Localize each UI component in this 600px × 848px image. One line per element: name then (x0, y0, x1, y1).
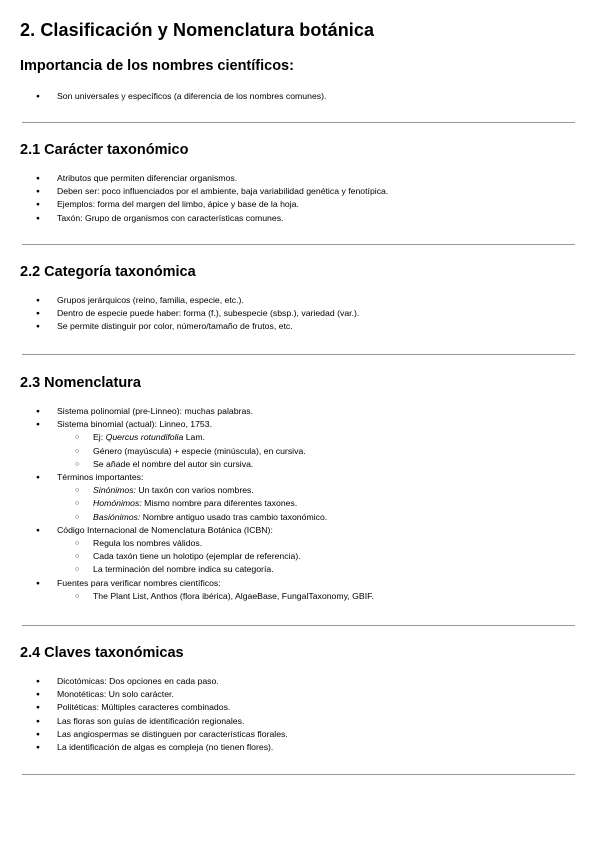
list-item: ● Sistema binomial (actual): Linneo, 1753. (36, 418, 576, 431)
list-item: ● Las angiospermas se distinguen por características florales. (36, 728, 576, 741)
sub-list-item: ○ Regula los nombres válidos. (36, 537, 576, 550)
list-item: ● Deben ser: poco influenciados por el ambiente, baja variabilidad genética y fenotípica. (36, 185, 576, 198)
section-heading-2-1: 2.1 Carácter taxonómico (20, 142, 189, 158)
sub-list-item: ○ Ej: Quercus rotundifolia Lam. (36, 431, 576, 444)
divider (22, 122, 575, 123)
list-item: ● La identificación de algas es compleja (no tienen flores). (36, 741, 576, 754)
section-2-1-list (36, 172, 576, 225)
list-item: ● Dicotómicas: Dos opciones en cada paso. (36, 675, 576, 688)
sub-list-item: ○ Cada taxón tiene un holotipo (ejemplar de referencia). (36, 550, 576, 563)
section-2-4-list (36, 675, 576, 754)
list-item: ● Sistema polinomial (pre-Linneo): muchas palabras. (36, 405, 576, 418)
section-heading-2-4: 2.4 Claves taxonómicas (20, 645, 184, 661)
divider (22, 774, 575, 775)
sub-list-item: ○ La terminación del nombre indica su categoría. (36, 563, 576, 576)
section-2-2-list (36, 294, 576, 334)
divider (22, 244, 575, 245)
list-item: ● Fuentes para verificar nombres científicos: (36, 577, 576, 590)
list-item: ● Código Internacional de Nomenclatura Botánica (ICBN): (36, 524, 576, 537)
divider (22, 354, 575, 355)
list-item: ● Dentro de especie puede haber: forma (f.), subespecie (sbsp.), variedad (var.). (36, 307, 576, 320)
section-heading-2-3: 2.3 Nomenclatura (20, 375, 141, 391)
list-item: ● Las floras son guías de identificación regionales. (36, 715, 576, 728)
list-item: ● Se permite distinguir por color, número/tamaño de frutos, etc. (36, 320, 576, 333)
sub-list-item: ○ Basiónimos: Nombre antiguo usado tras cambio taxonómico. (36, 511, 576, 524)
sub-list-item: ○ Homónimos: Mismo nombre para diferentes taxones. (36, 497, 576, 510)
intro-list (36, 90, 576, 103)
sub-list-item: ○ Género (mayúscula) + especie (minúscula), en cursiva. (36, 445, 576, 458)
sub-list-item: ○ Sinónimos: Un taxón con varios nombres. (36, 484, 576, 497)
list-item: ● Taxón: Grupo de organismos con características comunes. (36, 212, 576, 225)
sub-list-item: ○ The Plant List, Anthos (flora ibérica), AlgaeBase, FungalTaxonomy, GBIF. (36, 590, 576, 603)
list-item: ● Atributos que permiten diferenciar organismos. (36, 172, 576, 185)
list-item: ● Politéticas: Múltiples caracteres combinados. (36, 701, 576, 714)
section-2-3-list (36, 405, 576, 603)
list-item: ● Términos importantes: (36, 471, 576, 484)
subtitle: Importancia de los nombres científicos: (20, 58, 294, 74)
list-item: ● Ejemplos: forma del margen del limbo, ápice y base de la hoja. (36, 198, 576, 211)
list-item: ● Monotéticas: Un solo carácter. (36, 688, 576, 701)
section-heading-2-2: 2.2 Categoría taxonómica (20, 264, 196, 280)
list-item: ● Son universales y específicos (a diferencia de los nombres comunes). (36, 90, 576, 103)
list-item: ● Grupos jerárquicos (reino, familia, especie, etc.). (36, 294, 576, 307)
divider (22, 625, 575, 626)
page-title: 2. Clasificación y Nomenclatura botánica (20, 20, 375, 40)
sub-list-item: ○ Se añade el nombre del autor sin cursiva. (36, 458, 576, 471)
